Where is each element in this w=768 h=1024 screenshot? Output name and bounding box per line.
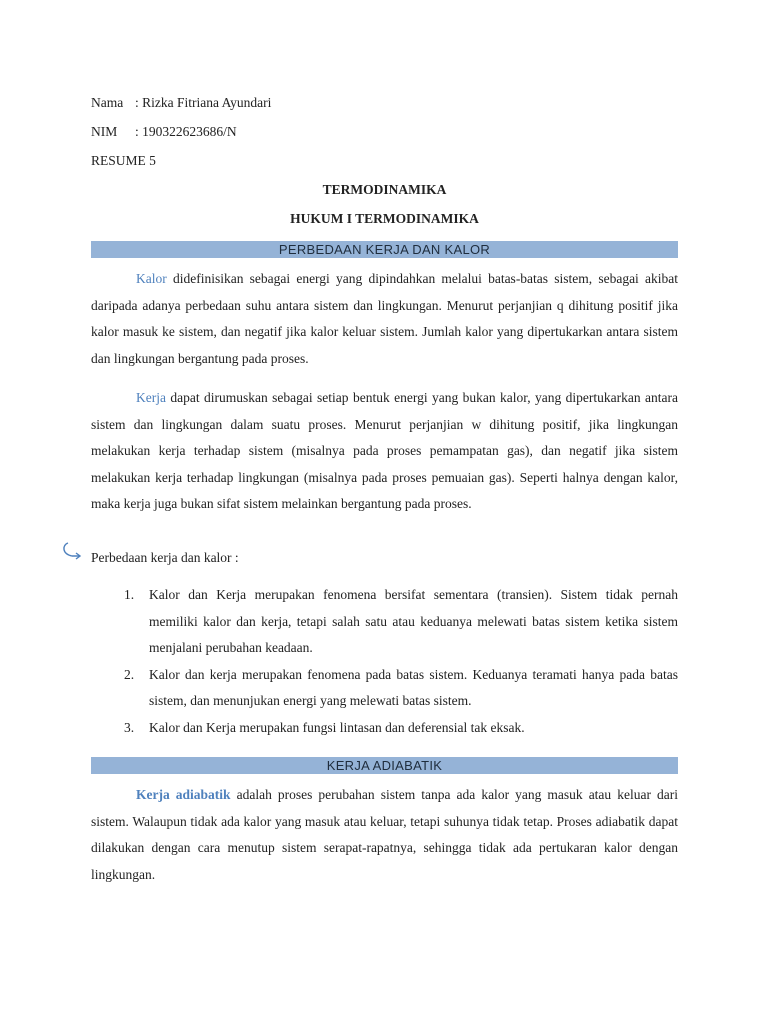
paragraph-kerja-text: dapat dirumuskan sebagai setiap bentuk energi yang bukan kalor, yang dipertukarkan antara sistem dan lingkungan dalam suatu proses. Menurut perjanjian w dihitung positif, jika lingkungan melakukan kerja terhadap sistem (misalnya pada proses pemampatan gas), dan negatif jika sistem melakukan kerja terhadap lingkungan (misalnya pada proses pemuaian gas). Seperti halnya dengan kalor, maka kerja juga bukan sifat sistem melainkan bergantung pada proses. [91,390,678,511]
list-item-text: Kalor dan Kerja merupakan fungsi lintasan dan deferensial tak eksak. [149,719,525,735]
main-title: TERMODINAMIKA [322,182,447,197]
curved-arrow-icon [60,540,84,562]
list-item [122,662,678,715]
keyword-kalor: Kalor [136,271,167,286]
name-line [91,95,271,111]
difference-list [122,582,678,741]
nim-line [91,124,237,140]
name-value: : Rizka Fitriana Ayundari [135,95,272,110]
paragraph-kalor [91,266,678,372]
name-label: Nama [91,95,124,110]
resume-label: RESUME 5 [91,153,156,168]
nim-value: : 190322623686/N [135,124,237,139]
paragraph-kerja [91,385,678,518]
list-item-number: 1. [124,587,135,602]
list-item [122,715,678,742]
sub-title: HUKUM I TERMODINAMIKA [290,211,479,226]
paragraph-adiabatik-text: adalah proses perubahan sistem tanpa ada kalor yang masuk atau keluar dari sistem. Walaupun tidak ada kalor yang masuk atau keluar, tetapi suhunya tidak tetap. Proses adiabatik dapat dilakukan dengan cara menutup sistem serapat-rapatnya, sehingga tidak ada pertukaran kalor dengan lingkungan. [91,787,678,882]
keyword-kerja-adiabatik: Kerja adiabatik [136,787,231,802]
list-item [122,582,678,662]
section-heading-perbedaan: PERBEDAAN KERJA DAN KALOR [91,241,678,258]
list-item-number: 3. [124,719,135,735]
list-intro: Perbedaan kerja dan kalor : [91,550,239,565]
list-item-text: Kalor dan kerja merupakan fenomena pada batas sistem. Keduanya teramati hanya pada batas sistem, dan menunjukan energi yang melewati batas sistem. [149,666,678,708]
section-heading-adiabatik: KERJA ADIABATIK [91,757,678,774]
list-item-number: 2. [124,666,135,682]
paragraph-adiabatik [91,782,678,888]
list-item-text: Kalor dan Kerja merupakan fenomena bersifat sementara (transien). Sistem tidak pernah memiliki kalor dan kerja, tetapi salah satu atau keduanya melewati batas sistem ketika sistem menjalani perubahan keadaan. [149,587,678,655]
nim-label: NIM [91,124,118,139]
keyword-kerja: Kerja [136,390,166,405]
paragraph-kalor-text: didefinisikan sebagai energi yang dipindahkan melalui batas-batas sistem, sebagai akibat daripada adanya perbedaan suhu antara sistem dan lingkungan. Menurut perjanjian q dihitung positif jika kalor masuk ke sistem, dan negatif jika kalor keluar sistem. Jumlah kalor yang dipertukarkan antara sistem dan lingkungan bergantung pada proses. [91,271,678,366]
